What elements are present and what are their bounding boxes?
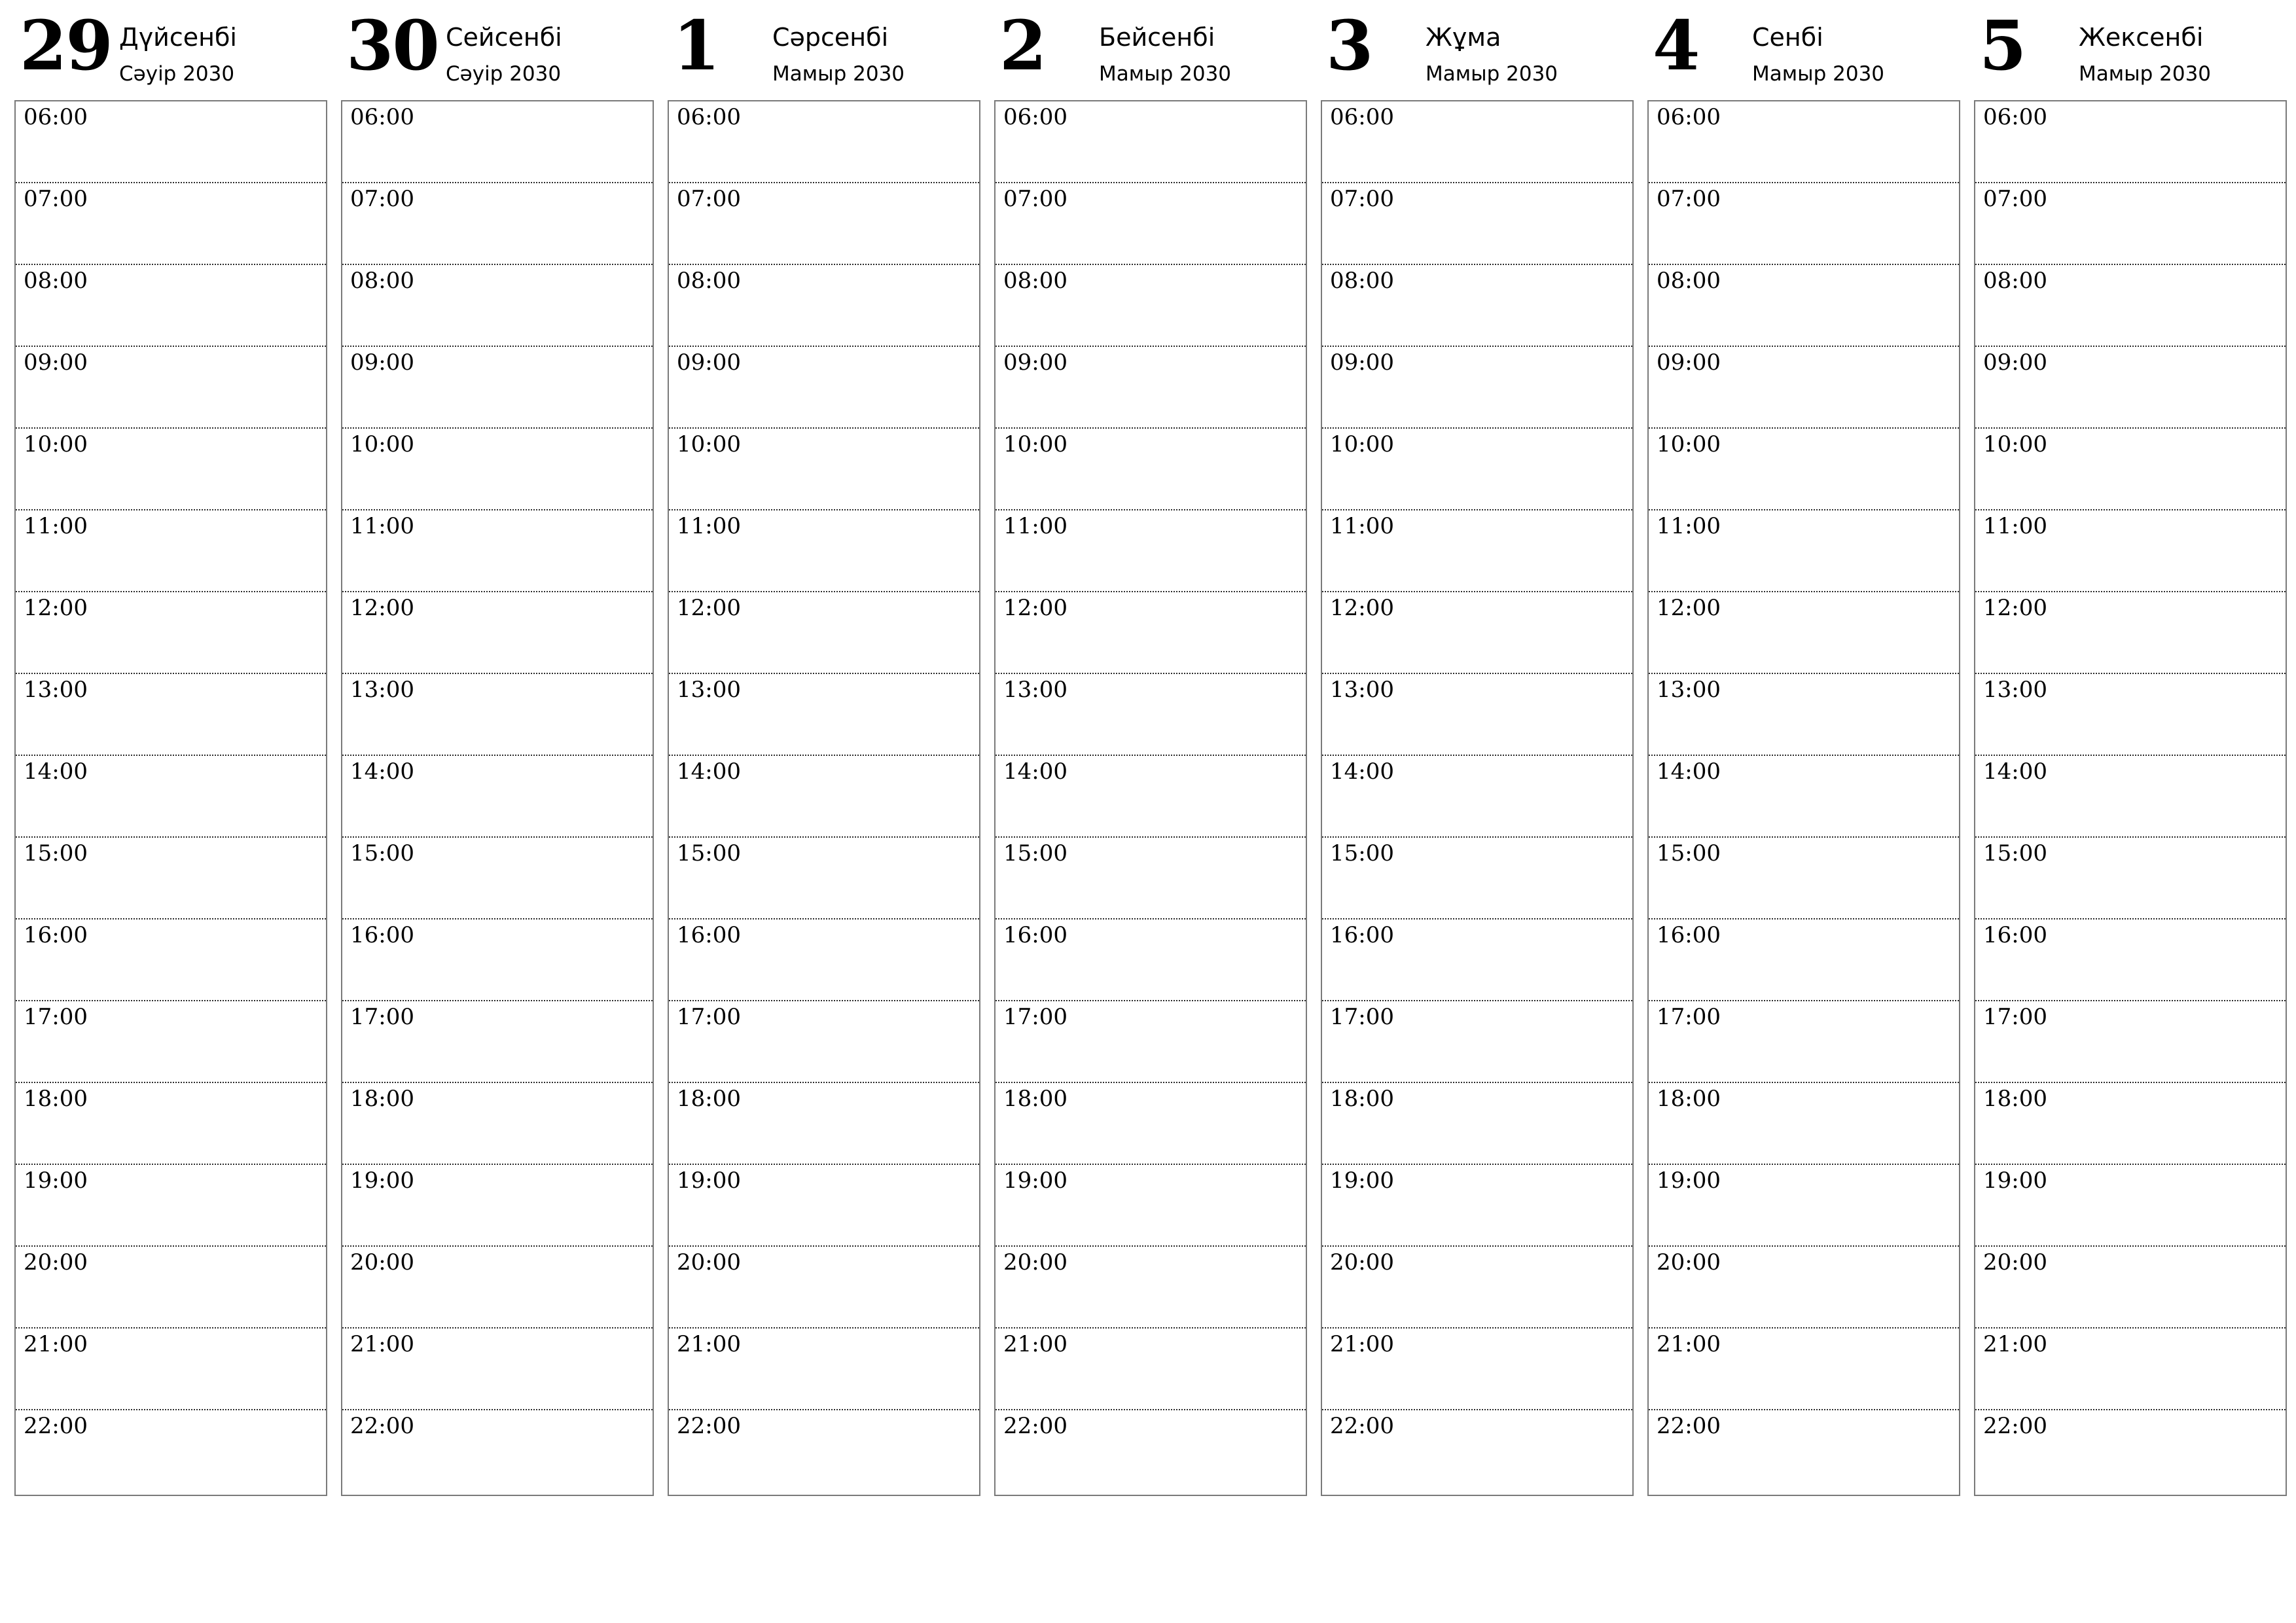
time-slot[interactable] bbox=[342, 1001, 653, 1083]
time-slot[interactable] bbox=[16, 1001, 326, 1083]
time-slot[interactable] bbox=[669, 1329, 979, 1410]
time-label: 16:00 bbox=[1983, 922, 2047, 948]
time-slot[interactable] bbox=[996, 919, 1306, 1001]
time-label: 18:00 bbox=[1330, 1086, 1394, 1112]
time-slot[interactable] bbox=[1649, 1247, 1959, 1329]
time-slot[interactable] bbox=[669, 101, 979, 183]
time-label: 17:00 bbox=[350, 1004, 414, 1030]
time-slot[interactable] bbox=[996, 101, 1306, 183]
time-slot[interactable] bbox=[342, 1165, 653, 1247]
day-header bbox=[994, 0, 1307, 98]
time-label: 12:00 bbox=[350, 595, 414, 621]
time-label: 06:00 bbox=[677, 104, 741, 130]
time-label: 09:00 bbox=[1983, 349, 2047, 376]
time-slot[interactable] bbox=[1975, 756, 2286, 838]
time-slot[interactable] bbox=[342, 1083, 653, 1165]
day-schedule bbox=[1647, 100, 1960, 1496]
day-month: Мамыр 2030 bbox=[2079, 62, 2212, 86]
time-label: 07:00 bbox=[1003, 186, 1067, 212]
time-label: 11:00 bbox=[1330, 513, 1394, 539]
time-label: 16:00 bbox=[1330, 922, 1394, 948]
time-label: 10:00 bbox=[1983, 431, 2047, 457]
day-month: Мамыр 2030 bbox=[1426, 62, 1558, 86]
time-slot[interactable] bbox=[996, 183, 1306, 265]
time-slot[interactable] bbox=[16, 1329, 326, 1410]
time-slot[interactable] bbox=[996, 592, 1306, 674]
time-label: 14:00 bbox=[24, 758, 88, 785]
time-slot[interactable] bbox=[16, 347, 326, 429]
time-label: 22:00 bbox=[350, 1413, 414, 1439]
time-label: 13:00 bbox=[1330, 677, 1394, 703]
time-slot[interactable] bbox=[1975, 1001, 2286, 1083]
day-schedule bbox=[994, 100, 1307, 1496]
time-slot[interactable] bbox=[996, 674, 1306, 756]
time-slot[interactable] bbox=[16, 510, 326, 592]
time-label: 20:00 bbox=[24, 1249, 88, 1275]
time-label: 06:00 bbox=[24, 104, 88, 130]
time-label: 14:00 bbox=[1330, 758, 1394, 785]
day-header bbox=[1321, 0, 1634, 98]
day-schedule bbox=[668, 100, 980, 1496]
time-slot[interactable] bbox=[1322, 1083, 1632, 1165]
time-slot[interactable] bbox=[342, 1410, 653, 1491]
day-name: Сенбі bbox=[1752, 23, 1823, 52]
day-number: 3 bbox=[1326, 5, 1372, 86]
time-label: 10:00 bbox=[24, 431, 88, 457]
time-label: 17:00 bbox=[1330, 1004, 1394, 1030]
time-label: 20:00 bbox=[1330, 1249, 1394, 1275]
time-label: 20:00 bbox=[1003, 1249, 1067, 1275]
day-schedule bbox=[1321, 100, 1634, 1496]
time-slot[interactable] bbox=[342, 183, 653, 265]
day-name: Дүйсенбі bbox=[119, 23, 237, 52]
time-slot[interactable] bbox=[1649, 1083, 1959, 1165]
time-slot[interactable] bbox=[669, 1165, 979, 1247]
time-slot[interactable] bbox=[1322, 510, 1632, 592]
time-label: 22:00 bbox=[1330, 1413, 1394, 1439]
time-slot[interactable] bbox=[669, 756, 979, 838]
time-label: 06:00 bbox=[1983, 104, 2047, 130]
time-slot[interactable] bbox=[1649, 429, 1959, 510]
time-slot[interactable] bbox=[669, 1083, 979, 1165]
day-header bbox=[668, 0, 980, 98]
time-label: 18:00 bbox=[1983, 1086, 2047, 1112]
time-slot[interactable] bbox=[1975, 592, 2286, 674]
time-label: 12:00 bbox=[1657, 595, 1721, 621]
time-label: 14:00 bbox=[677, 758, 741, 785]
time-label: 09:00 bbox=[350, 349, 414, 376]
time-label: 20:00 bbox=[1657, 1249, 1721, 1275]
time-label: 09:00 bbox=[1330, 349, 1394, 376]
time-slot[interactable] bbox=[1649, 1165, 1959, 1247]
time-label: 13:00 bbox=[350, 677, 414, 703]
time-label: 07:00 bbox=[24, 186, 88, 212]
time-slot[interactable] bbox=[1975, 183, 2286, 265]
time-slot[interactable] bbox=[1649, 1410, 1959, 1491]
time-slot[interactable] bbox=[1649, 674, 1959, 756]
time-label: 17:00 bbox=[1983, 1004, 2047, 1030]
time-label: 10:00 bbox=[1330, 431, 1394, 457]
time-slot[interactable] bbox=[1649, 756, 1959, 838]
day-name: Жұма bbox=[1426, 23, 1501, 52]
time-slot[interactable] bbox=[669, 919, 979, 1001]
time-slot[interactable] bbox=[16, 429, 326, 510]
time-label: 21:00 bbox=[677, 1331, 741, 1357]
time-slot[interactable] bbox=[996, 1001, 1306, 1083]
day-month: Мамыр 2030 bbox=[1099, 62, 1232, 86]
time-slot[interactable] bbox=[1322, 429, 1632, 510]
time-label: 17:00 bbox=[1657, 1004, 1721, 1030]
time-label: 10:00 bbox=[677, 431, 741, 457]
time-label: 16:00 bbox=[24, 922, 88, 948]
time-label: 10:00 bbox=[1003, 431, 1067, 457]
time-slot[interactable] bbox=[1975, 101, 2286, 183]
time-label: 07:00 bbox=[1983, 186, 2047, 212]
time-label: 18:00 bbox=[677, 1086, 741, 1112]
time-slot[interactable] bbox=[669, 347, 979, 429]
time-label: 09:00 bbox=[1003, 349, 1067, 376]
time-label: 15:00 bbox=[677, 840, 741, 866]
time-slot[interactable] bbox=[1322, 919, 1632, 1001]
time-label: 06:00 bbox=[1330, 104, 1394, 130]
time-label: 14:00 bbox=[1003, 758, 1067, 785]
time-slot[interactable] bbox=[669, 183, 979, 265]
time-label: 08:00 bbox=[24, 268, 88, 294]
time-label: 21:00 bbox=[1003, 1331, 1067, 1357]
day-schedule bbox=[1974, 100, 2287, 1496]
time-slot[interactable] bbox=[1975, 1247, 2286, 1329]
time-label: 19:00 bbox=[1330, 1168, 1394, 1194]
time-label: 13:00 bbox=[24, 677, 88, 703]
time-slot[interactable] bbox=[669, 510, 979, 592]
time-label: 18:00 bbox=[1003, 1086, 1067, 1112]
time-label: 14:00 bbox=[1657, 758, 1721, 785]
time-slot[interactable] bbox=[996, 1410, 1306, 1491]
time-slot[interactable] bbox=[996, 756, 1306, 838]
time-slot[interactable] bbox=[669, 838, 979, 919]
time-slot[interactable] bbox=[1975, 1165, 2286, 1247]
time-label: 08:00 bbox=[677, 268, 741, 294]
time-slot[interactable] bbox=[342, 674, 653, 756]
time-slot[interactable] bbox=[1322, 1001, 1632, 1083]
day-name: Сейсенбі bbox=[446, 23, 562, 52]
time-label: 15:00 bbox=[1003, 840, 1067, 866]
time-label: 17:00 bbox=[24, 1004, 88, 1030]
time-label: 13:00 bbox=[677, 677, 741, 703]
day-number: 5 bbox=[1979, 5, 2026, 86]
day-header bbox=[1974, 0, 2287, 98]
time-label: 20:00 bbox=[1983, 1249, 2047, 1275]
day-header bbox=[1647, 0, 1960, 98]
day-name: Жексенбі bbox=[2079, 23, 2204, 52]
time-slot[interactable] bbox=[1975, 674, 2286, 756]
time-label: 09:00 bbox=[1657, 349, 1721, 376]
time-slot[interactable] bbox=[16, 674, 326, 756]
time-slot[interactable] bbox=[16, 756, 326, 838]
time-label: 11:00 bbox=[24, 513, 88, 539]
day-month: Сәуір 2030 bbox=[446, 62, 562, 86]
time-slot[interactable] bbox=[16, 1247, 326, 1329]
time-slot[interactable] bbox=[16, 183, 326, 265]
time-slot[interactable] bbox=[996, 1329, 1306, 1410]
time-slot[interactable] bbox=[16, 101, 326, 183]
time-label: 14:00 bbox=[350, 758, 414, 785]
time-slot[interactable] bbox=[1975, 347, 2286, 429]
day-month: Мамыр 2030 bbox=[1752, 62, 1885, 86]
time-label: 19:00 bbox=[24, 1168, 88, 1194]
time-label: 15:00 bbox=[1983, 840, 2047, 866]
time-label: 18:00 bbox=[350, 1086, 414, 1112]
time-slot[interactable] bbox=[996, 1247, 1306, 1329]
day-number: 4 bbox=[1653, 5, 1699, 86]
time-slot[interactable] bbox=[16, 265, 326, 347]
time-label: 20:00 bbox=[677, 1249, 741, 1275]
time-label: 12:00 bbox=[1003, 595, 1067, 621]
time-slot[interactable] bbox=[342, 592, 653, 674]
time-slot[interactable] bbox=[669, 592, 979, 674]
time-slot[interactable] bbox=[1322, 838, 1632, 919]
time-slot[interactable] bbox=[1975, 1329, 2286, 1410]
time-label: 22:00 bbox=[1983, 1413, 2047, 1439]
time-label: 10:00 bbox=[1657, 431, 1721, 457]
time-label: 07:00 bbox=[677, 186, 741, 212]
time-slot[interactable] bbox=[1322, 674, 1632, 756]
time-slot[interactable] bbox=[669, 1001, 979, 1083]
time-label: 13:00 bbox=[1657, 677, 1721, 703]
time-label: 08:00 bbox=[350, 268, 414, 294]
time-slot[interactable] bbox=[1649, 265, 1959, 347]
time-slot[interactable] bbox=[1975, 1083, 2286, 1165]
time-label: 12:00 bbox=[24, 595, 88, 621]
time-slot[interactable] bbox=[996, 265, 1306, 347]
time-slot[interactable] bbox=[996, 510, 1306, 592]
time-label: 06:00 bbox=[350, 104, 414, 130]
time-label: 11:00 bbox=[350, 513, 414, 539]
time-slot[interactable] bbox=[996, 1083, 1306, 1165]
time-label: 16:00 bbox=[350, 922, 414, 948]
time-label: 09:00 bbox=[677, 349, 741, 376]
time-label: 07:00 bbox=[1657, 186, 1721, 212]
time-label: 22:00 bbox=[677, 1413, 741, 1439]
time-slot[interactable] bbox=[1975, 919, 2286, 1001]
day-header bbox=[341, 0, 654, 98]
time-label: 21:00 bbox=[350, 1331, 414, 1357]
time-label: 15:00 bbox=[1657, 840, 1721, 866]
time-slot[interactable] bbox=[1649, 1001, 1959, 1083]
day-month: Мамыр 2030 bbox=[772, 62, 905, 86]
time-slot[interactable] bbox=[669, 674, 979, 756]
day-number: 2 bbox=[999, 5, 1046, 86]
time-slot[interactable] bbox=[1322, 592, 1632, 674]
time-slot[interactable] bbox=[342, 1329, 653, 1410]
time-slot[interactable] bbox=[342, 347, 653, 429]
time-slot[interactable] bbox=[342, 919, 653, 1001]
time-slot[interactable] bbox=[669, 1247, 979, 1329]
time-slot[interactable] bbox=[996, 347, 1306, 429]
time-label: 18:00 bbox=[1657, 1086, 1721, 1112]
time-slot[interactable] bbox=[1649, 1329, 1959, 1410]
time-label: 06:00 bbox=[1657, 104, 1721, 130]
time-slot[interactable] bbox=[342, 265, 653, 347]
time-label: 19:00 bbox=[1657, 1168, 1721, 1194]
time-slot[interactable] bbox=[1975, 510, 2286, 592]
time-slot[interactable] bbox=[1975, 1410, 2286, 1491]
time-slot[interactable] bbox=[342, 429, 653, 510]
time-slot[interactable] bbox=[342, 838, 653, 919]
time-label: 11:00 bbox=[1003, 513, 1067, 539]
time-label: 16:00 bbox=[677, 922, 741, 948]
time-slot[interactable] bbox=[996, 1165, 1306, 1247]
time-label: 15:00 bbox=[24, 840, 88, 866]
time-label: 17:00 bbox=[677, 1004, 741, 1030]
time-slot[interactable] bbox=[1322, 265, 1632, 347]
time-slot[interactable] bbox=[1649, 592, 1959, 674]
time-slot[interactable] bbox=[1322, 183, 1632, 265]
time-label: 09:00 bbox=[24, 349, 88, 376]
time-slot[interactable] bbox=[1322, 1329, 1632, 1410]
time-slot[interactable] bbox=[1649, 919, 1959, 1001]
time-label: 12:00 bbox=[1983, 595, 2047, 621]
time-label: 16:00 bbox=[1657, 922, 1721, 948]
time-label: 19:00 bbox=[350, 1168, 414, 1194]
time-slot[interactable] bbox=[1975, 429, 2286, 510]
day-name: Бейсенбі bbox=[1099, 23, 1215, 52]
time-slot[interactable] bbox=[1322, 1410, 1632, 1491]
time-label: 21:00 bbox=[1983, 1331, 2047, 1357]
time-label: 16:00 bbox=[1003, 922, 1067, 948]
time-slot[interactable] bbox=[1322, 101, 1632, 183]
time-label: 13:00 bbox=[1003, 677, 1067, 703]
time-slot[interactable] bbox=[669, 429, 979, 510]
time-label: 08:00 bbox=[1003, 268, 1067, 294]
time-slot[interactable] bbox=[342, 756, 653, 838]
day-number: 29 bbox=[20, 5, 112, 86]
time-slot[interactable] bbox=[1322, 756, 1632, 838]
time-label: 20:00 bbox=[350, 1249, 414, 1275]
time-label: 11:00 bbox=[677, 513, 741, 539]
time-slot[interactable] bbox=[1322, 1247, 1632, 1329]
time-label: 07:00 bbox=[350, 186, 414, 212]
time-slot[interactable] bbox=[1649, 183, 1959, 265]
time-label: 13:00 bbox=[1983, 677, 2047, 703]
time-label: 22:00 bbox=[1003, 1413, 1067, 1439]
time-label: 22:00 bbox=[24, 1413, 88, 1439]
time-slot[interactable] bbox=[16, 592, 326, 674]
time-label: 06:00 bbox=[1003, 104, 1067, 130]
time-slot[interactable] bbox=[342, 1247, 653, 1329]
time-slot[interactable] bbox=[669, 1410, 979, 1491]
time-label: 10:00 bbox=[350, 431, 414, 457]
time-label: 08:00 bbox=[1983, 268, 2047, 294]
time-label: 17:00 bbox=[1003, 1004, 1067, 1030]
time-slot[interactable] bbox=[1649, 838, 1959, 919]
time-slot[interactable] bbox=[16, 919, 326, 1001]
time-label: 12:00 bbox=[1330, 595, 1394, 621]
time-slot[interactable] bbox=[1649, 347, 1959, 429]
time-slot[interactable] bbox=[16, 1410, 326, 1491]
time-slot[interactable] bbox=[16, 1165, 326, 1247]
time-label: 21:00 bbox=[1657, 1331, 1721, 1357]
time-label: 12:00 bbox=[677, 595, 741, 621]
time-slot[interactable] bbox=[1322, 1165, 1632, 1247]
day-schedule bbox=[341, 100, 654, 1496]
day-month: Сәуір 2030 bbox=[119, 62, 235, 86]
time-slot[interactable] bbox=[1322, 347, 1632, 429]
time-slot[interactable] bbox=[996, 838, 1306, 919]
time-slot[interactable] bbox=[1649, 510, 1959, 592]
time-label: 19:00 bbox=[1983, 1168, 2047, 1194]
time-label: 18:00 bbox=[24, 1086, 88, 1112]
time-slot[interactable] bbox=[1649, 101, 1959, 183]
time-slot[interactable] bbox=[1975, 265, 2286, 347]
time-label: 14:00 bbox=[1983, 758, 2047, 785]
time-slot[interactable] bbox=[342, 101, 653, 183]
day-header bbox=[14, 0, 327, 98]
time-label: 07:00 bbox=[1330, 186, 1394, 212]
time-slot[interactable] bbox=[342, 510, 653, 592]
time-label: 11:00 bbox=[1983, 513, 2047, 539]
time-label: 08:00 bbox=[1330, 268, 1394, 294]
time-label: 15:00 bbox=[350, 840, 414, 866]
time-slot[interactable] bbox=[669, 265, 979, 347]
time-slot[interactable] bbox=[996, 429, 1306, 510]
time-slot[interactable] bbox=[1975, 838, 2286, 919]
time-slot[interactable] bbox=[16, 838, 326, 919]
day-schedule bbox=[14, 100, 327, 1496]
time-label: 19:00 bbox=[677, 1168, 741, 1194]
time-label: 19:00 bbox=[1003, 1168, 1067, 1194]
time-label: 21:00 bbox=[24, 1331, 88, 1357]
time-label: 11:00 bbox=[1657, 513, 1721, 539]
day-number: 1 bbox=[673, 5, 719, 86]
time-slot[interactable] bbox=[16, 1083, 326, 1165]
time-label: 08:00 bbox=[1657, 268, 1721, 294]
time-label: 21:00 bbox=[1330, 1331, 1394, 1357]
day-name: Сәрсенбі bbox=[772, 23, 889, 52]
time-label: 15:00 bbox=[1330, 840, 1394, 866]
day-number: 30 bbox=[346, 5, 439, 86]
time-label: 22:00 bbox=[1657, 1413, 1721, 1439]
